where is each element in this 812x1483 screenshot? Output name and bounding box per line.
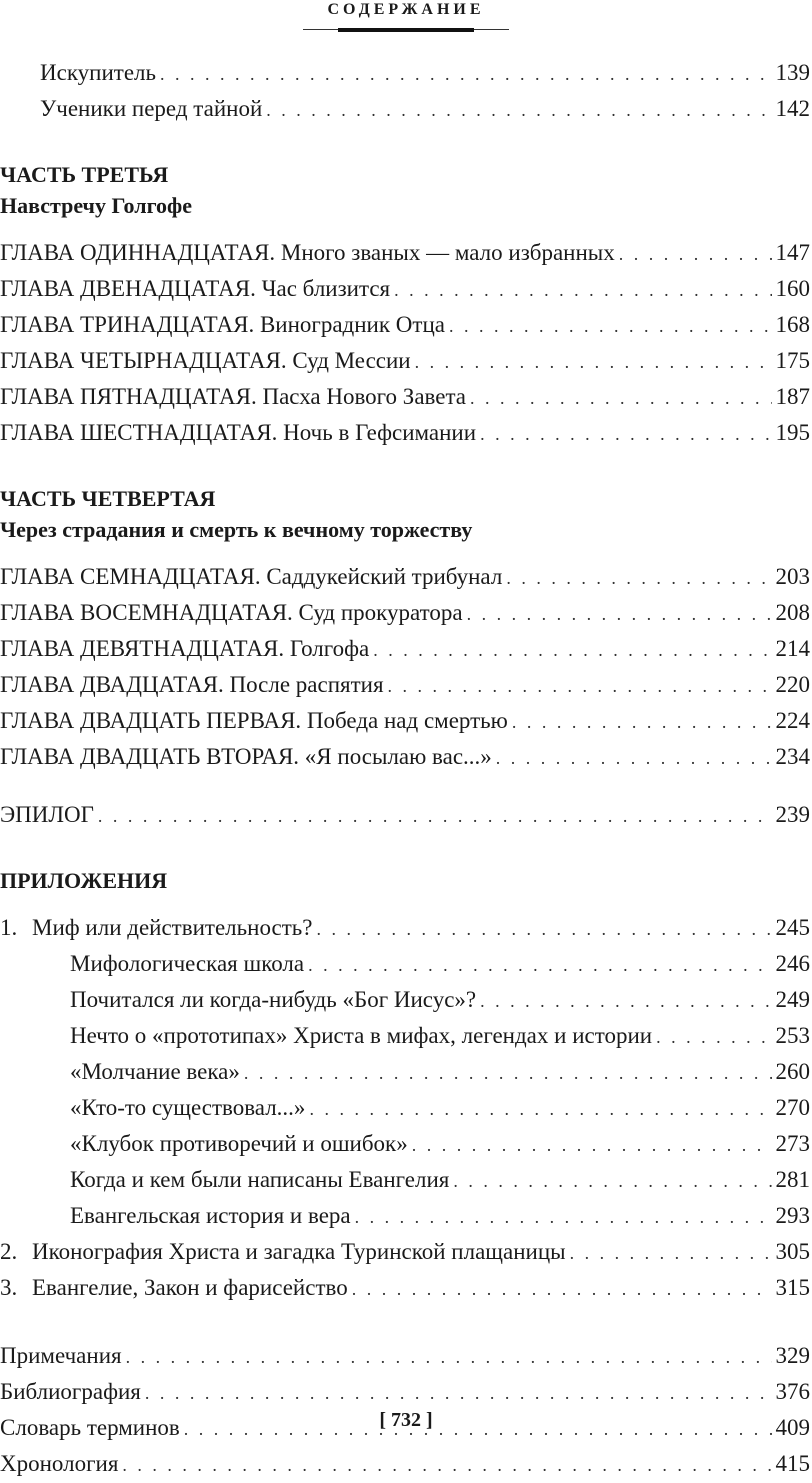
appendix-subentry[interactable] [0,946,810,982]
dot-leader [496,740,772,776]
appendix-subentry[interactable] [0,1054,810,1090]
dot-leader [394,272,771,308]
dot-leader [656,1019,771,1055]
back-matter-label: Хронология [0,1451,119,1476]
chapter-page: 234 [775,744,810,769]
appendix-subentry-label: «Клубок противоречий и ошибок» [70,1131,408,1156]
appendix-subentry-label: «Молчание века» [70,1059,240,1084]
appendix-number: 1. [0,915,18,940]
part-3-title: ЧАСТЬ ТРЕТЬЯ [0,162,169,187]
chapter-page: 203 [775,564,810,589]
dot-leader [98,798,772,834]
appendix-subentry-page: 260 [775,1059,810,1084]
back-matter-page: 415 [775,1451,810,1476]
dot-leader [244,1055,772,1091]
dot-leader [449,308,772,344]
toc-entry[interactable] [0,55,810,91]
dot-leader [352,1271,772,1307]
chapter-page: 175 [775,348,810,373]
back-matter-label: Примечания [0,1343,122,1368]
dot-leader [388,668,772,704]
appendix-label: Иконография Христа и загадка Туринской плащаницы [32,1239,566,1264]
chapter-label: ГЛАВА ОДИННАДЦАТАЯ. Много званых — мало избранных [0,240,615,265]
dot-leader [145,1375,772,1411]
chapter-entry[interactable] [0,343,810,379]
back-matter-entry[interactable] [0,1446,810,1482]
back-matter-page: 376 [775,1379,810,1404]
part-3-subtitle: Навстречу Голгофе [0,193,193,218]
appendix-subentry-label: «Кто-то существовал...» [70,1095,306,1120]
appendix-subentry-page: 253 [775,1023,810,1048]
toc-entry-label: Искупитель [40,60,157,85]
appendix-label: Миф или действительность? [32,915,313,940]
chapter-page: 147 [775,240,810,265]
dot-leader [480,416,771,452]
appendix-subentry-page: 293 [775,1203,810,1228]
part-4-subtitle: Через страдания и смерть к вечному торжеству [0,517,473,542]
dot-leader [308,947,771,983]
dot-leader [506,560,771,596]
appendix-subentry-label: Мифологическая школа [70,951,305,976]
back-matter-page: 409 [775,1415,810,1440]
dot-leader [570,1235,772,1271]
appendix-subentry[interactable] [0,1198,810,1234]
chapter-label: ГЛАВА ЧЕТЫРНАДЦАТАЯ. Суд Мессии [0,348,411,373]
dot-leader [160,56,771,92]
appendices-title: ПРИЛОЖЕНИЯ [0,868,168,893]
toc-entry-page: 142 [775,96,810,121]
toc-entry-label: Ученики перед тайной [40,96,263,121]
chapter-entry[interactable] [0,595,810,631]
appendix-entry[interactable] [0,1234,810,1270]
dot-leader [122,1447,771,1483]
chapter-label: ГЛАВА ДЕВЯТНАДЦАТАЯ. Голгофа [0,636,370,661]
appendix-subentry[interactable] [0,982,810,1018]
appendix-label: Евангелие, Закон и фарисейство [32,1275,348,1300]
chapter-entry[interactable] [0,415,810,451]
dot-leader [480,983,771,1019]
back-matter-page: 329 [775,1343,810,1368]
appendix-subentry-page: 270 [775,1095,810,1120]
appendix-subentry-page: 246 [775,951,810,976]
appendix-page: 305 [775,1239,810,1264]
appendix-subentry-page: 281 [775,1167,810,1192]
dot-leader [373,632,771,668]
appendix-subentry-label: Нечто о «прототипах» Христа в мифах, легендах и истории [70,1023,653,1048]
toc [0,55,810,1482]
header-rule-bar [338,28,474,32]
chapter-entry[interactable] [0,631,810,667]
appendix-subentry[interactable] [0,1018,810,1054]
chapter-entry[interactable] [0,235,810,271]
appendix-subentry[interactable] [0,1126,810,1162]
part-4-title: ЧАСТЬ ЧЕТВЕРТАЯ [0,486,216,511]
chapter-entry[interactable] [0,271,810,307]
toc-entry[interactable] [0,91,810,127]
epilogue-page: 239 [775,802,810,827]
chapter-entry[interactable] [0,703,810,739]
back-matter-entry[interactable] [0,1374,810,1410]
chapter-label: ГЛАВА ДВАДЦАТЬ ПЕРВАЯ. Победа над смертью [0,708,508,733]
appendix-subentry[interactable] [0,1162,810,1198]
chapter-entry[interactable] [0,739,810,775]
dot-leader [316,911,771,947]
dot-leader [453,1163,771,1199]
appendix-page: 315 [775,1275,810,1300]
chapter-label: ГЛАВА ВОСЕМНАДЦАТАЯ. Суд прокуратора [0,600,463,625]
appendix-number: 2. [0,1239,18,1264]
page-number: [ 732 ] [379,1409,433,1431]
appendix-page: 245 [775,915,810,940]
appendix-number: 3. [0,1275,18,1300]
appendix-subentry-label: Почитался ли когда-нибудь «Бог Иисус»? [70,987,477,1012]
appendix-subentry-page: 249 [775,987,810,1012]
chapter-label: ГЛАВА ДВАДЦАТАЯ. После распятия [0,672,384,697]
dot-leader [412,1127,772,1163]
appendix-entry[interactable] [0,910,810,946]
chapter-label: ГЛАВА ПЯТНАДЦАТАЯ. Пасха Нового Завета [0,384,466,409]
dot-leader [126,1339,772,1375]
epilogue-entry[interactable] [0,797,810,833]
dot-leader [266,92,771,128]
chapter-label: ГЛАВА ТРИНАДЦАТАЯ. Виноградник Отца [0,312,445,337]
chapter-page: 187 [775,384,810,409]
chapter-page: 160 [775,276,810,301]
chapter-page: 214 [775,636,810,661]
chapter-label: ГЛАВА ДВЕНАДЦАТАЯ. Час близится [0,276,391,301]
running-header [0,0,812,20]
back-matter-label: Библиография [0,1379,141,1404]
chapter-page: 195 [775,420,810,445]
chapter-page: 208 [775,600,810,625]
epilogue-label: ЭПИЛОГ [0,802,94,827]
chapter-label: ГЛАВА СЕМНАДЦАТАЯ. Саддукейский трибунал [0,564,503,589]
back-matter-entry[interactable] [0,1338,810,1374]
chapter-page: 220 [775,672,810,697]
running-header-title: СОДЕРЖАНИЕ [327,1,485,18]
chapter-entry[interactable] [0,667,810,703]
chapter-label: ГЛАВА ШЕСТНАДЦАТАЯ. Ночь в Гефсимании [0,420,477,445]
dot-leader [512,704,772,740]
toc-entry-page: 139 [775,60,810,85]
dot-leader [355,1199,772,1235]
chapter-label: ГЛАВА ДВАДЦАТЬ ВТОРАЯ. «Я посылаю вас...» [0,744,492,769]
dot-leader [309,1091,771,1127]
appendix-subentry-label: Когда и кем были написаны Евангелия [70,1167,450,1192]
appendix-subentry-label: Евангельская история и вера [70,1203,351,1228]
dot-leader [467,596,772,632]
appendix-subentry-page: 273 [775,1131,810,1156]
appendix-subentry[interactable] [0,1090,810,1126]
back-matter-label: Словарь терминов [0,1415,180,1440]
chapter-entry[interactable] [0,559,810,595]
dot-leader [470,380,772,416]
chapter-page: 168 [775,312,810,337]
chapter-entry[interactable] [0,379,810,415]
dot-leader [619,236,772,272]
dot-leader [415,344,772,380]
appendix-entry[interactable] [0,1270,810,1306]
chapter-entry[interactable] [0,307,810,343]
chapter-page: 224 [775,708,810,733]
